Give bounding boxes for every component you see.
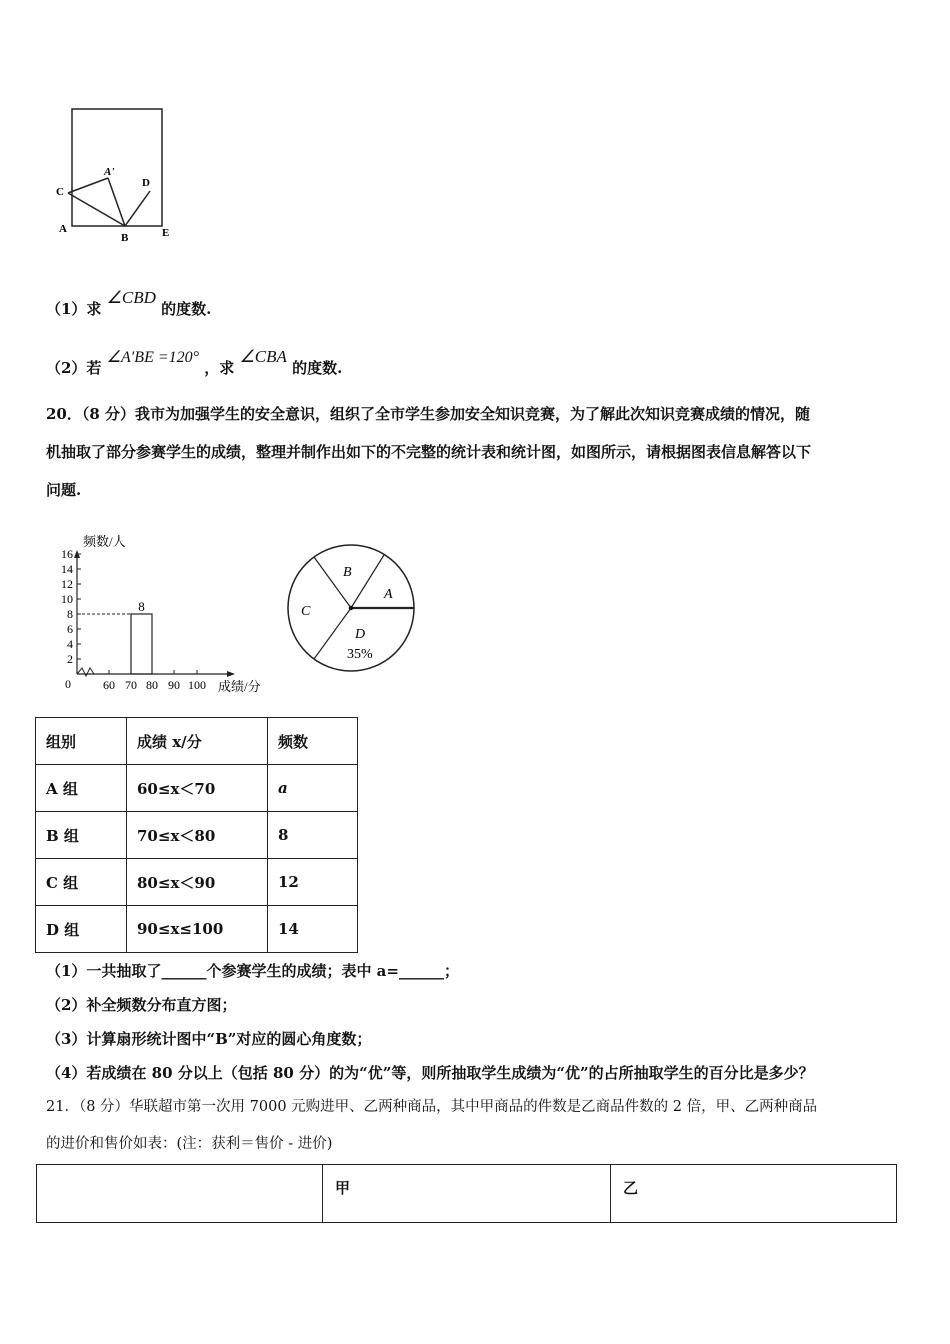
hist-x-tick-label: 60 [103, 678, 115, 692]
hist-x-arrow [227, 671, 235, 677]
q19-part2: （2）若 ∠A′BE =120° ，求 ∠CBA 的度数. [46, 347, 343, 377]
q20-line3: 问题. [46, 481, 82, 499]
price-header-row [37, 1165, 897, 1223]
pie-label-D: D [355, 627, 366, 642]
hist-axis-break [77, 668, 94, 676]
q20-line2: 机抽取了部分参赛学生的成绩，整理并制作出如下的不完整的统计表和统计图，如图所示，请根据图表信息解答以下 [46, 443, 812, 461]
q20-sub3: （3）计算扇形统计图中“B”对应的圆心角度数； [46, 1030, 372, 1048]
q20-sub2: （2）补全频数分布直方图； [46, 996, 237, 1014]
label-D: D [142, 177, 150, 189]
hist-bar-70-80 [131, 614, 152, 674]
label-A: A [59, 223, 67, 235]
q21-line1: 21．（8 分）华联超市第一次用 7000 元购进甲、乙两种商品，其中甲商品的件数是乙商品件数的 2 倍，甲、乙两种商品 [46, 1099, 818, 1115]
q19-part1: （1）求 ∠CBD 的度数. [46, 288, 212, 318]
pie-label-A: A [384, 587, 393, 602]
pie-percent-D: 35% [347, 647, 373, 662]
hist-xlabel: 成绩/分 [218, 679, 261, 694]
pie-divider-CD [314, 608, 351, 659]
price-table [36, 1164, 897, 1223]
hist-y-tick-label: 12 [61, 577, 73, 591]
hist-y-tick-label: 4 [67, 637, 73, 651]
table-header-row [36, 718, 358, 765]
hist-bar-label: 8 [138, 599, 145, 614]
hist-origin: 0 [65, 677, 71, 691]
hist-x-tick-label: 90 [168, 678, 180, 692]
geometry-figure [40, 95, 190, 250]
hist-y-tick-label: 2 [67, 652, 73, 666]
table-row: B 组 70≤x＜80 8 [36, 812, 358, 859]
q20-line1: 20．（8 分）我市为加强学生的安全意识，组织了全市学生参加安全知识竞赛，为了解此次知识竞赛成绩的情况，随 [46, 405, 811, 423]
hist-ylabel: 频数/人 [83, 534, 126, 549]
price-th-jia: 甲 [323, 1165, 611, 1223]
pie-divider-AB [351, 555, 384, 609]
hist-y-tick-label: 10 [61, 592, 73, 606]
hist-x-tick-label: 70 [125, 678, 137, 692]
label-C: C [56, 186, 64, 198]
angle-ABE: ∠A′BE =120° [106, 349, 200, 366]
th-frequency: 频数 [268, 718, 358, 765]
table-row: C 组 80≤x＜90 12 [36, 859, 358, 906]
label-B: B [121, 232, 129, 244]
price-th-blank [37, 1165, 323, 1223]
price-th-yi: 乙 [611, 1165, 897, 1223]
score-table [35, 717, 358, 953]
angle-CBD: ∠CBD [106, 288, 156, 307]
pie-label-B: B [343, 565, 352, 580]
th-score: 成绩 x/分 [127, 718, 268, 765]
hist-y-tick-label: 16 [61, 547, 73, 561]
pie-label-C: C [301, 604, 311, 619]
label-E: E [162, 227, 170, 239]
frequency-histogram [55, 530, 270, 700]
label-A-prime: A' [104, 166, 115, 178]
hist-x-tick-label: 80 [146, 678, 158, 692]
hist-y-tick-label: 8 [67, 607, 73, 621]
th-group: 组别 [36, 718, 127, 765]
pie-chart [283, 540, 423, 680]
q21-line2: 的进价和售价如表：(注：获利＝售价 - 进价) [46, 1136, 333, 1152]
hist-y-tick-label: 14 [61, 562, 73, 576]
q20-sub1: （1）一共抽取了______个参赛学生的成绩；表中 a=______； [46, 962, 459, 980]
hist-y-tick-label: 6 [67, 622, 73, 636]
table-row: D 组 90≤x≤100 14 [36, 906, 358, 953]
angle-CBA: ∠CBA [239, 347, 287, 366]
q20-sub4: （4）若成绩在 80 分以上（包括 80 分）的为“优”等，则所抽取学生成绩为“优”的占所抽取学生的百分比是多少？ [46, 1064, 814, 1082]
table-row: A 组 60≤x＜70 a [36, 765, 358, 812]
hist-x-tick-label: 100 [188, 678, 206, 692]
